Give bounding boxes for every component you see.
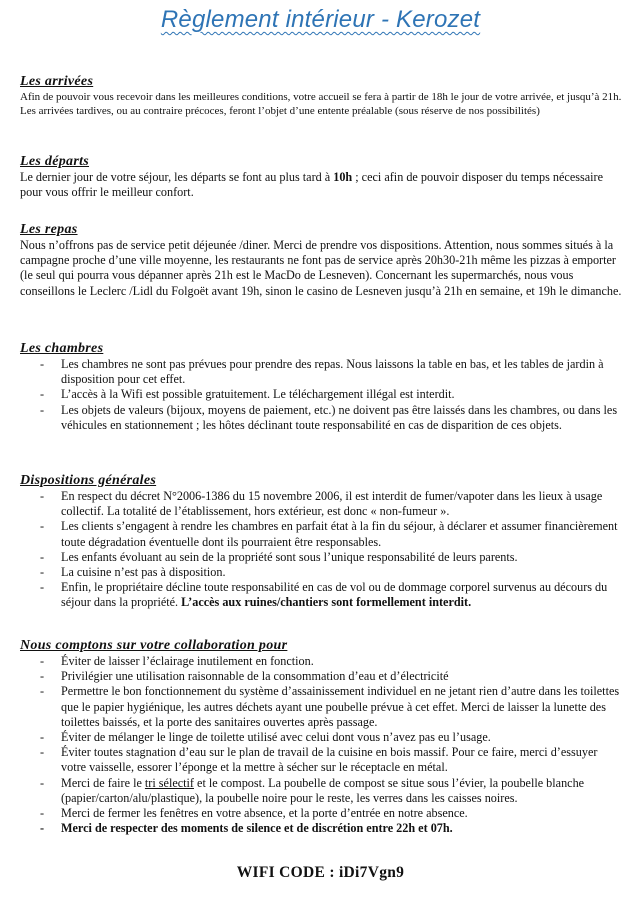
list-item: - Éviter de mélanger le linge de toilette utilisé avec celui dont vous n’avez pas eu l’usage.: [20, 730, 623, 745]
heading-dispositions: Dispositions générales: [20, 473, 157, 488]
list-item: - Les clients s’engagent à rendre les chambres en parfait état à la fin du séjour, à déclarer et assumer financièrement toute dégradation éventuelle dont ils pourraient être responsables.: [20, 519, 623, 549]
text-arrivees: Afin de pouvoir vous recevoir dans les meilleures conditions, votre accueil se fera à partir de 18h le jour de votre arrivée, et jusqu’à 21h. Les arrivées tardives, ou au contraire précoces, feront l’objet d’une entente préalable (sous réserve de nos possibilités): [20, 91, 622, 118]
heading-repas: Les repas: [20, 222, 78, 237]
section-chambres: [20, 341, 623, 433]
section-arrivees: [20, 74, 623, 119]
list-collaboration: [20, 654, 623, 836]
section-repas: [20, 222, 623, 299]
list-item: - Merci de faire le tri sélectif et le compost. La poubelle de compost se situe sous l’évier, la poubelle blanche (papier/carton/alu/plastique), la poubelle noire pour le reste, les verres dans les caisses noires.: [20, 776, 623, 806]
list-item: - Les chambres ne sont pas prévues pour prendre des repas. Nous laissons la table en bas, et les tables de jardin à disposition pour cet effet.: [20, 357, 623, 387]
list-item: - Les objets de valeurs (bijoux, moyens de paiement, etc.) ne doivent pas être laissés dans les chambres, ou dans les véhicules en stationnement ; les hôtes déclinant toute responsabilité en cas de disparition de ces objets.: [20, 403, 623, 433]
heading-departs: Les départs: [20, 154, 90, 169]
section-departs: [20, 154, 623, 200]
list-item: - Éviter de laisser l’éclairage inutilement en fonction.: [20, 654, 623, 669]
heading-arrivees: Les arrivées: [20, 74, 94, 89]
text-departs: Le dernier jour de votre séjour, les départs se font au plus tard à 10h ; ceci afin de pouvoir disposer du temps nécessaire pour vous offrir le meilleur confort.: [20, 170, 603, 200]
list-item: - L’accès à la Wifi est possible gratuitement. Le téléchargement illégal est interdit.: [20, 387, 623, 402]
list-item: - En respect du décret N°2006-1386 du 15 novembre 2006, il est interdit de fumer/vapoter dans les lieux à usage collectif. La totalité de l’établissement, hors extérieur, est donc « non-fumeur ».: [20, 489, 623, 519]
list-item: - Merci de respecter des moments de silence et de discrétion entre 22h et 07h.: [20, 821, 623, 836]
text-repas: Nous n’offrons pas de service petit déjeunée /diner. Merci de prendre vos dispositions. Attention, nous sommes situés à la campagne proche d’une ville moyenne, les restaurants ne font pas de service après 20h30-21h même les pizzas à emporter (le seul qui pourra vous dépanner après 21h est le MacDo de Lesneven). Concernant les supermarchés, nous vous conseillons le Leclerc /Lidl du Folgoët avant 19h, sinon le casino de Lesneven jusqu’à 21h en semaine, et 19h le dimanche.: [20, 238, 622, 298]
heading-collaboration: Nous comptons sur votre collaboration pour: [20, 638, 288, 653]
list-dispositions: [20, 489, 623, 611]
list-item: - Permettre le bon fonctionnement du système d’assainissement individuel en ne jetant rien d’autre dans les toilettes que le papier hygiénique, les autres déchets ayant une poubelle prévue à cet effet. Merci de laisser la lunette des toilettes baissés, et la porte des sanitaires ouvertes après passage.: [20, 684, 623, 730]
document-title: Règlement intérieur - Kerozet: [160, 6, 481, 33]
list-item: - Les enfants évoluant au sein de la propriété sont sous l’unique responsabilité de leurs parents.: [20, 550, 623, 565]
section-collaboration: [20, 638, 623, 836]
list-item: - Éviter toutes stagnation d’eau sur le plan de travail de la cuisine en bois massif. Pour ce faire, merci d’essuyer votre vaisselle, essorer l’éponge et la mettre à sécher sur le réceptacle en métal.: [20, 745, 623, 775]
list-item: - Privilégier une utilisation raisonnable de la consommation d’eau et d’électricité: [20, 669, 623, 684]
list-item: - Merci de fermer les fenêtres en votre absence, et la porte d’entrée en notre absence.: [20, 806, 623, 821]
list-item: - La cuisine n’est pas à disposition.: [20, 565, 623, 580]
section-dispositions: [20, 473, 623, 611]
list-chambres: [20, 357, 623, 433]
wifi-code: WIFI CODE : iDi7Vgn9: [236, 864, 405, 881]
list-item: - Enfin, le propriétaire décline toute responsabilité en cas de vol ou de dommage corporel survenus au décours du séjour dans la propriété. L’accès aux ruines/chantiers sont formellement interdit.: [20, 580, 623, 610]
heading-chambres: Les chambres: [20, 341, 104, 356]
